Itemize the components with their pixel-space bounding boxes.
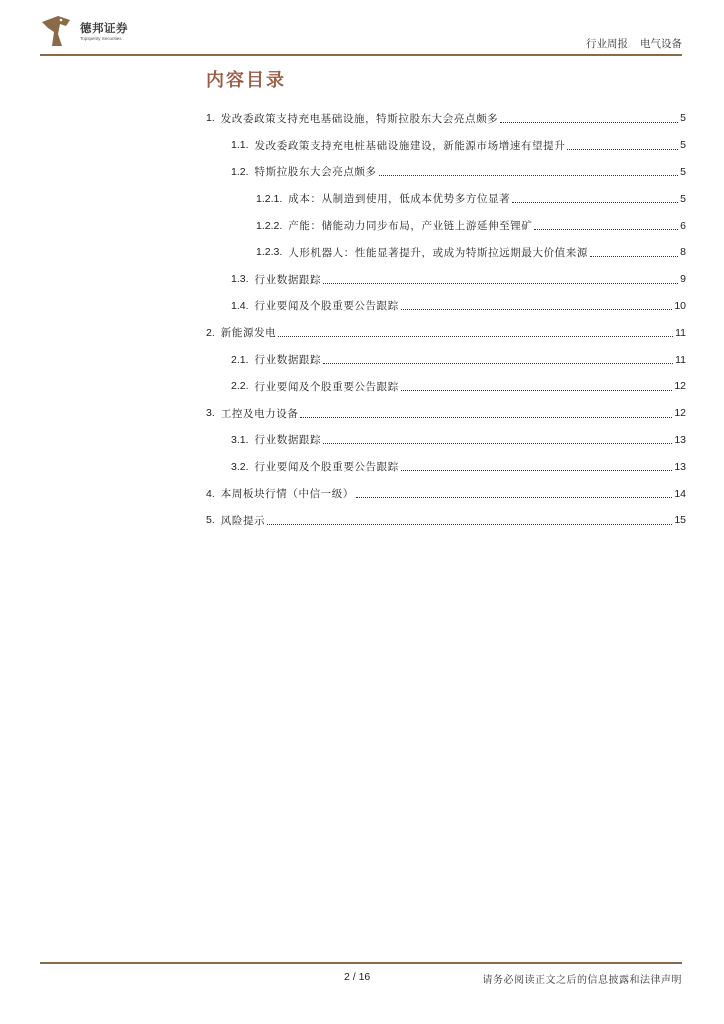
toc-entry-number: 1. — [206, 112, 215, 125]
toc-entry-number: 1.1. — [231, 139, 249, 152]
toc-leader-dots — [278, 336, 673, 337]
toc-entry-number: 1.2.2. — [256, 219, 283, 232]
toc-entry-page: 14 — [674, 487, 686, 500]
toc-entry-text: 发改委政策支持充电桩基础设施建设，新能源市场增速有望提升 — [254, 139, 566, 152]
sector-name: 电气设备 — [640, 38, 682, 50]
toc-entry[interactable] — [206, 400, 686, 427]
toc-entry-number: 3.2. — [231, 460, 249, 473]
toc-entry-text: 人形机器人：性能显著提升，或成为特斯拉远期最大价值来源 — [288, 246, 588, 259]
toc-entry-text: 本周板块行情（中信一级） — [220, 488, 354, 501]
toc-entry-text: 行业要闻及个股重要公告跟踪 — [254, 380, 399, 393]
toc-leader-dots — [590, 256, 678, 257]
toc-leader-dots — [356, 497, 672, 498]
page-number: 2 / 16 — [344, 971, 371, 983]
toc-entry-page: 11 — [675, 326, 686, 339]
toc-entry-page: 11 — [675, 353, 686, 366]
company-logo-icon — [40, 14, 72, 48]
toc-entry[interactable] — [206, 427, 686, 454]
toc-entry-number: 2. — [206, 326, 215, 339]
toc-entry-text: 新能源发电 — [220, 327, 277, 340]
report-type: 行业周报 — [586, 38, 628, 50]
header-divider — [40, 54, 682, 56]
toc-leader-dots — [534, 229, 678, 230]
toc-leader-dots — [300, 417, 672, 418]
toc-entry-text: 发改委政策支持充电基础设施，特斯拉股东大会亮点颇多 — [220, 112, 499, 125]
toc-entry[interactable] — [206, 453, 686, 480]
toc-entry-number: 1.2. — [231, 165, 249, 178]
toc-entry-page: 8 — [680, 246, 686, 259]
toc-entry-text: 行业数据跟踪 — [254, 354, 322, 367]
toc-leader-dots — [323, 443, 672, 444]
toc-entry[interactable] — [206, 132, 686, 159]
toc-entry-number: 2.2. — [231, 380, 249, 393]
company-name-cn: 德邦证券 — [80, 21, 128, 35]
toc-entry-text: 行业要闻及个股重要公告跟踪 — [254, 461, 399, 474]
toc-entry-page: 9 — [680, 273, 686, 286]
toc-leader-dots — [512, 202, 678, 203]
toc-entry-page: 13 — [674, 433, 686, 446]
toc-entry-number: 5. — [206, 514, 215, 527]
toc-entry-page: 15 — [674, 514, 686, 527]
toc-entry-text: 行业要闻及个股重要公告跟踪 — [254, 300, 399, 313]
toc-entry-number: 1.4. — [231, 299, 249, 312]
toc-entry-page: 13 — [674, 460, 686, 473]
toc-entry-page: 12 — [674, 407, 686, 420]
toc-entry[interactable] — [206, 480, 686, 507]
toc-entry-text: 特斯拉股东大会亮点颇多 — [254, 166, 377, 179]
toc-entry-page: 5 — [680, 112, 686, 125]
toc-entry-number: 1.3. — [231, 273, 249, 286]
toc-entry[interactable] — [206, 212, 686, 239]
toc-entry-page: 5 — [680, 192, 686, 205]
table-of-contents — [206, 105, 686, 534]
report-category — [586, 36, 682, 51]
toc-entry-number: 2.1. — [231, 353, 249, 366]
toc-entry-number: 3.1. — [231, 433, 249, 446]
toc-entry[interactable] — [206, 266, 686, 293]
toc-entry-text: 行业数据跟踪 — [254, 273, 322, 286]
toc-entry[interactable] — [206, 159, 686, 186]
toc-entry-page: 12 — [674, 380, 686, 393]
toc-leader-dots — [323, 283, 678, 284]
toc-leader-dots — [323, 363, 673, 364]
toc-entry-page: 5 — [680, 139, 686, 152]
toc-entry-number: 3. — [206, 407, 215, 420]
page-header — [40, 14, 682, 58]
toc-entry-text: 成本：从制造到使用，低成本优势多方位显著 — [288, 193, 511, 206]
toc-entry-number: 1.2.3. — [256, 246, 283, 259]
toc-leader-dots — [401, 470, 672, 471]
toc-entry[interactable] — [206, 319, 686, 346]
toc-entry[interactable] — [206, 105, 686, 132]
legal-disclaimer: 请务必阅读正文之后的信息披露和法律声明 — [482, 975, 682, 986]
toc-entry[interactable] — [206, 507, 686, 534]
toc-leader-dots — [267, 524, 672, 525]
toc-entry-text: 工控及电力设备 — [220, 407, 299, 420]
toc-entry-page: 6 — [680, 219, 686, 232]
toc-leader-dots — [500, 122, 678, 123]
toc-entry[interactable] — [206, 239, 686, 266]
toc-entry-number: 4. — [206, 487, 215, 500]
footer-divider — [40, 962, 682, 964]
toc-entry[interactable] — [206, 346, 686, 373]
toc-entry-text: 风险提示 — [220, 514, 266, 527]
company-name-en: Topsperity Securities — [80, 36, 122, 41]
toc-entry[interactable] — [206, 293, 686, 320]
toc-entry-text: 产能：储能动力同步布局，产业链上游延伸至锂矿 — [288, 220, 533, 233]
toc-entry-number: 1.2.1. — [256, 192, 283, 205]
toc-leader-dots — [379, 175, 679, 176]
toc-entry-page: 5 — [680, 165, 686, 178]
toc-entry-text: 行业数据跟踪 — [254, 434, 322, 447]
toc-entry[interactable] — [206, 373, 686, 400]
toc-leader-dots — [401, 390, 672, 391]
toc-entry[interactable] — [206, 185, 686, 212]
toc-leader-dots — [567, 149, 678, 150]
toc-title: 内容目录 — [206, 70, 286, 91]
toc-leader-dots — [401, 309, 672, 310]
toc-entry-page: 10 — [674, 299, 686, 312]
